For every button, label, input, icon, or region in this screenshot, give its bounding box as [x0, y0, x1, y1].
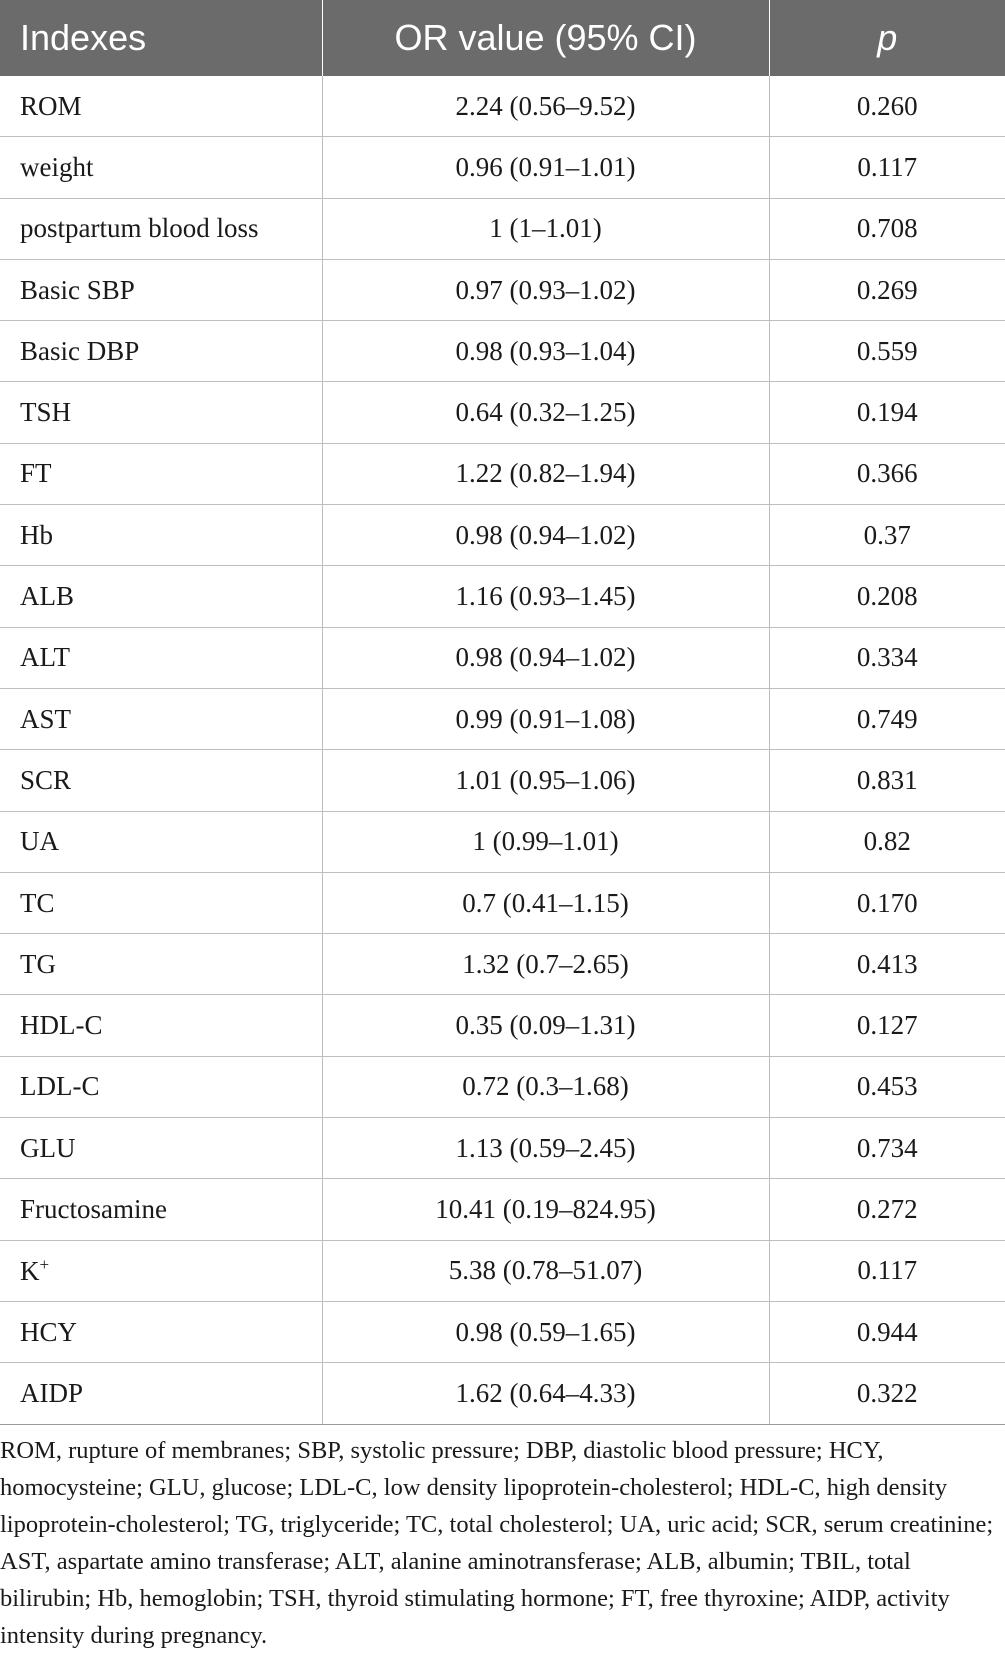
p-value-cell: 0.413: [769, 934, 1005, 995]
table-row: [0, 1240, 1005, 1301]
table-row: [0, 872, 1005, 933]
p-value-cell: 0.127: [769, 995, 1005, 1056]
index-name: K: [20, 1255, 40, 1286]
index-name: postpartum blood loss: [20, 213, 259, 244]
index-name: TC: [20, 887, 55, 918]
index-name-cell: [0, 137, 322, 198]
index-name: AST: [20, 703, 72, 734]
or-value-cell: 0.97 (0.93–1.02): [322, 259, 769, 320]
index-name-cell: [0, 198, 322, 259]
or-value-cell: 0.98 (0.94–1.02): [322, 627, 769, 688]
index-name-cell: [0, 995, 322, 1056]
table-row: [0, 995, 1005, 1056]
table-row: [0, 811, 1005, 872]
table-row: [0, 321, 1005, 382]
table-row: [0, 1118, 1005, 1179]
index-name: Hb: [20, 519, 53, 550]
index-name: GLU: [20, 1132, 76, 1163]
table-footnote: ROM, rupture of membranes; SBP, systolic pressure; DBP, diastolic blood pressure; HCY, homocysteine; GLU, glucose; LDL-C, low density lipoprotein-cholesterol; HDL-C, high density lipoprotein-cholesterol; TG, triglyceride; TC, total cholesterol; UA, uric acid; SCR, serum creatinine; AST, aspartate amino transferase; ALT, alanine aminotransferase; ALB, albumin; TBIL, total bilirubin; Hb, hemoglobin; TSH, thyroid stimulating hormone; FT, free thyroxine; AIDP, activity intensity during pregnancy.: [0, 1437, 994, 1649]
table-row: [0, 1179, 1005, 1240]
table-row: [0, 382, 1005, 443]
index-name: Basic SBP: [20, 274, 135, 305]
or-value-cell: 1.16 (0.93–1.45): [322, 566, 769, 627]
table-header: [0, 0, 1005, 76]
or-value-cell: 1.13 (0.59–2.45): [322, 1118, 769, 1179]
index-name: TG: [20, 948, 56, 979]
index-name-cell: [0, 1056, 322, 1117]
index-name-cell: [0, 443, 322, 504]
index-name: ALT: [20, 642, 71, 673]
table-row: [0, 1363, 1005, 1424]
or-value-cell: 10.41 (0.19–824.95): [322, 1179, 769, 1240]
table-row: [0, 198, 1005, 259]
index-name: Basic DBP: [20, 335, 140, 366]
table-row: [0, 934, 1005, 995]
index-name-cell: [0, 1301, 322, 1362]
index-name-cell: [0, 1179, 322, 1240]
or-value-cell: 0.64 (0.32–1.25): [322, 382, 769, 443]
index-name: ALB: [20, 581, 74, 612]
index-name: ROM: [20, 90, 82, 121]
index-superscript: +: [39, 1254, 50, 1274]
p-value-cell: 0.272: [769, 1179, 1005, 1240]
p-value-cell: 0.37: [769, 505, 1005, 566]
table-row: [0, 76, 1005, 137]
or-value-cell: 1.62 (0.64–4.33): [322, 1363, 769, 1424]
table-row: [0, 750, 1005, 811]
p-value-cell: 0.170: [769, 872, 1005, 933]
index-name-cell: [0, 688, 322, 749]
or-value-cell: 0.96 (0.91–1.01): [322, 137, 769, 198]
header-or-value: OR value (95% CI): [322, 0, 769, 76]
index-name-cell: [0, 1240, 322, 1301]
index-name: AIDP: [20, 1377, 84, 1408]
index-name: LDL-C: [20, 1071, 100, 1102]
table-row: [0, 137, 1005, 198]
table-row: [0, 566, 1005, 627]
table-row: [0, 259, 1005, 320]
or-value-cell: 1.22 (0.82–1.94): [322, 443, 769, 504]
or-value-cell: 2.24 (0.56–9.52): [322, 76, 769, 137]
or-value-cell: 0.72 (0.3–1.68): [322, 1056, 769, 1117]
p-value-cell: 0.559: [769, 321, 1005, 382]
p-value-cell: 0.260: [769, 76, 1005, 137]
index-name-cell: [0, 76, 322, 137]
index-name: weight: [20, 151, 94, 182]
or-value-cell: 1.32 (0.7–2.65): [322, 934, 769, 995]
index-name: FT: [20, 458, 52, 489]
table-row: [0, 688, 1005, 749]
header-row: [0, 0, 1005, 76]
index-name-cell: [0, 321, 322, 382]
or-value-cell: 0.98 (0.94–1.02): [322, 505, 769, 566]
or-value-cell: 5.38 (0.78–51.07): [322, 1240, 769, 1301]
p-value-cell: 0.734: [769, 1118, 1005, 1179]
p-value-cell: 0.269: [769, 259, 1005, 320]
index-name-cell: [0, 872, 322, 933]
p-value-cell: 0.117: [769, 1240, 1005, 1301]
p-value-cell: 0.334: [769, 627, 1005, 688]
index-name: TSH: [20, 397, 72, 428]
p-value-cell: 0.453: [769, 1056, 1005, 1117]
index-name-cell: [0, 259, 322, 320]
index-name-cell: [0, 627, 322, 688]
p-value-cell: 0.194: [769, 382, 1005, 443]
or-value-cell: 0.99 (0.91–1.08): [322, 688, 769, 749]
header-indexes: Indexes: [0, 0, 322, 76]
table-row: [0, 443, 1005, 504]
table-row: [0, 1056, 1005, 1117]
index-name-cell: [0, 505, 322, 566]
p-value-cell: 0.322: [769, 1363, 1005, 1424]
p-value-cell: 0.749: [769, 688, 1005, 749]
index-name-cell: [0, 566, 322, 627]
table-row: [0, 627, 1005, 688]
p-value-cell: 0.82: [769, 811, 1005, 872]
p-value-cell: 0.366: [769, 443, 1005, 504]
table-body: [0, 76, 1005, 1424]
p-value-cell: 0.708: [769, 198, 1005, 259]
index-name: HDL-C: [20, 1010, 103, 1041]
or-value-cell: 1 (0.99–1.01): [322, 811, 769, 872]
index-name-cell: [0, 750, 322, 811]
p-value-cell: 0.831: [769, 750, 1005, 811]
table-row: [0, 1301, 1005, 1362]
or-value-cell: 0.98 (0.59–1.65): [322, 1301, 769, 1362]
p-value-cell: 0.208: [769, 566, 1005, 627]
or-value-cell: 0.7 (0.41–1.15): [322, 872, 769, 933]
index-name-cell: [0, 811, 322, 872]
table-row: [0, 505, 1005, 566]
or-value-cell: 0.98 (0.93–1.04): [322, 321, 769, 382]
header-p-value: p: [769, 0, 1005, 76]
index-name: UA: [20, 826, 59, 857]
index-name: Fructosamine: [20, 1193, 167, 1224]
index-name-cell: [0, 934, 322, 995]
or-value-cell: 1.01 (0.95–1.06): [322, 750, 769, 811]
or-value-cell: 0.35 (0.09–1.31): [322, 995, 769, 1056]
index-name-cell: [0, 1363, 322, 1424]
p-value-cell: 0.117: [769, 137, 1005, 198]
index-name-cell: [0, 1118, 322, 1179]
index-name: HCY: [20, 1316, 78, 1347]
index-name: SCR: [20, 764, 72, 795]
p-value-cell: 0.944: [769, 1301, 1005, 1362]
or-value-cell: 1 (1–1.01): [322, 198, 769, 259]
index-name-cell: [0, 382, 322, 443]
